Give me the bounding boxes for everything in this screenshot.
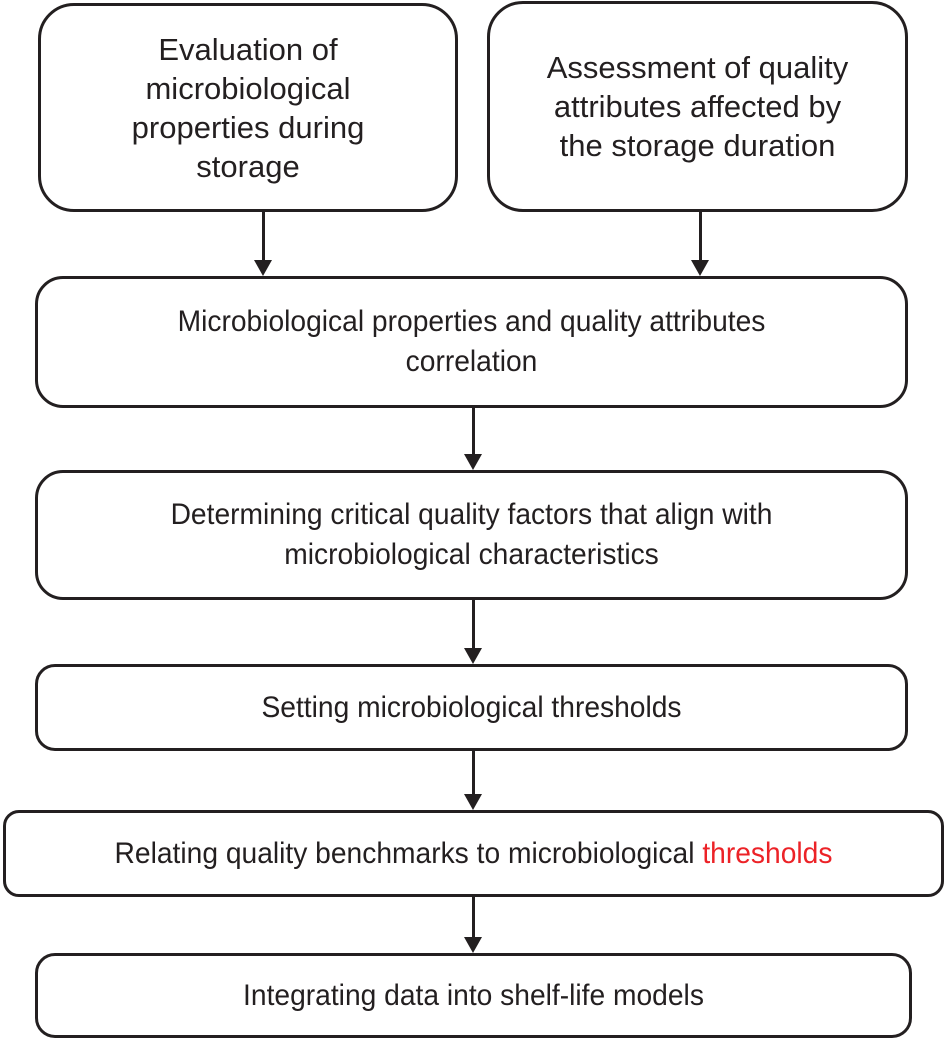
arrow-set-thresholds-to-benchmarks xyxy=(463,751,483,810)
arrow-head-icon xyxy=(254,260,272,276)
arrow-evaluation-to-correlation xyxy=(253,212,273,276)
text-line: microbiological characteristics xyxy=(284,538,659,571)
arrow-shaft xyxy=(472,408,475,456)
node-evaluation-text xyxy=(41,30,455,186)
node-integration-text xyxy=(64,976,883,1016)
text-line: Setting microbiological thresholds xyxy=(261,690,682,724)
node-set-thresholds-text xyxy=(64,688,879,728)
node-set-thresholds xyxy=(35,664,908,751)
arrow-head-icon xyxy=(464,454,482,470)
benchmarks-text-main: Relating quality benchmarks to microbiological xyxy=(114,836,703,870)
text-line: the storage duration xyxy=(559,128,836,163)
text-line: Microbiological properties and quality attributes xyxy=(177,305,766,338)
node-benchmarks xyxy=(3,810,944,897)
node-critical-factors xyxy=(35,470,908,600)
arrow-shaft xyxy=(472,751,475,796)
arrow-head-icon xyxy=(464,648,482,664)
node-integration xyxy=(35,953,912,1038)
arrow-shaft xyxy=(699,212,702,262)
arrow-benchmarks-to-integration xyxy=(463,897,483,953)
arrow-shaft xyxy=(472,897,475,939)
node-evaluation xyxy=(38,3,458,212)
arrow-head-icon xyxy=(464,937,482,953)
text-line: Assessment of quality xyxy=(546,50,849,85)
node-critical-factors-text xyxy=(64,495,879,575)
text-line: correlation xyxy=(405,345,538,378)
arrow-head-icon xyxy=(464,794,482,810)
text-line xyxy=(34,834,913,874)
arrow-correlation-to-critical-factors xyxy=(463,408,483,470)
node-benchmarks-text xyxy=(34,834,913,874)
arrow-assessment-to-correlation xyxy=(690,212,710,276)
text-line: properties during xyxy=(131,109,365,145)
text-line: Evaluation of xyxy=(158,31,338,67)
benchmarks-text-highlight: thresholds xyxy=(702,836,833,870)
text-line: storage xyxy=(196,148,300,184)
text-line: Determining critical quality factors that align with xyxy=(170,498,773,531)
text-line: Integrating data into shelf-life models xyxy=(243,978,704,1012)
node-assessment-text xyxy=(490,48,905,165)
arrow-head-icon xyxy=(691,260,709,276)
arrow-shaft xyxy=(472,600,475,650)
text-line: attributes affected by xyxy=(553,89,842,124)
text-line: microbiological xyxy=(145,70,351,106)
node-correlation-text xyxy=(64,302,879,382)
arrow-critical-factors-to-set-thresholds xyxy=(463,600,483,664)
arrow-shaft xyxy=(262,212,265,262)
node-assessment xyxy=(487,1,908,212)
node-correlation xyxy=(35,276,908,408)
